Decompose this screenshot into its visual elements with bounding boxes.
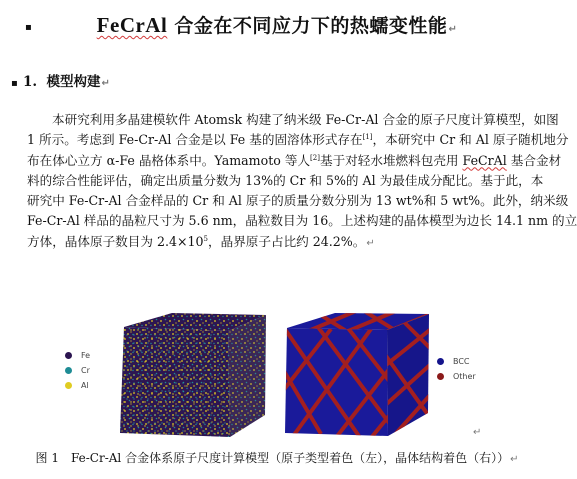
legend-item: BCC [437,354,476,369]
citation-ref: [1] [362,133,373,142]
caption-figure-label: 图 1 [35,451,59,465]
legend-swatch [65,382,72,389]
crystal-structure-legend [437,354,476,384]
document-title [0,11,554,38]
figure-caption [0,449,554,466]
paragraph-line: 研究中 Fe-Cr-Al 合金样品的 Cr 和 Al 原子的质量分数分别为 13 wt%和 5 wt%。此外，纳米级 [27,193,569,209]
paragraph-line: Fe-Cr-Al 样品的晶粒尺寸为 5.6 nm，晶粒数目为 16。上述构建的晶体模型为边长 14.1 nm 的立 [27,213,577,229]
section-number: 1. [23,74,38,90]
paragraph-line: 方体，晶体原子数目为 $2.4\times 10^5$，晶界原子占比约 24.2%。↵ [27,233,375,249]
legend-swatch [65,367,72,374]
legend-swatch [437,373,444,380]
atom-type-cube-image [114,309,269,439]
paragraph-line: 1 所示。考虑到 Fe-Cr-Al 合金是以 Fe 基的固溶体形式存在[1]，本研究中 Cr 和 Al 原子随机地分 [27,132,569,148]
paragraph-mark: ↵ [510,454,519,465]
section-heading [23,70,110,90]
title-latin: FeCrAl [96,13,168,37]
legend-swatch [65,352,72,359]
legend-swatch [437,358,444,365]
caption-text: Fe-Cr-Al 合金体系原子尺度计算模型（原子类型着色（左），晶体结构着色（右）） [70,451,510,465]
atom-type-legend [65,348,90,393]
crystal-structure-cube-image [281,309,431,439]
paragraph-line: 本研究利用多晶建模软件 Atomsk 构建了纳米级 Fe-Cr-Al 合金的原子尺度计算模型，如图 [52,112,559,127]
paragraph-mark: ↵ [366,237,375,249]
paragraph-mark: ↵ [448,24,458,35]
legend-item: Fe [65,348,90,363]
paragraph-line: 布在体心立方 α-Fe 晶格体系中。Yamamoto 等人[2]基于对轻水堆燃料包壳用 FeCrAl 基合金材 [27,152,562,168]
exponent: 5 [203,234,209,243]
list-bullet: ▪ [11,78,18,89]
paragraph-mark: ↵ [101,78,110,89]
body-paragraph [27,110,577,252]
section-title: 模型构建 [46,74,101,90]
paragraph-mark: ↵ [473,427,482,438]
legend-item: Cr [65,363,90,378]
list-bullet: ▪ [25,22,32,33]
paragraph-line: 料的综合性能评估，确定出质量分数为 13%的 Cr 和 5%的 Al 为最佳成分配比。基于此，本 [27,172,544,188]
spellcheck-word: FeCrAl [462,152,507,168]
legend-item: Other [437,369,476,384]
legend-item: Al [65,378,90,393]
title-text: 合金在不同应力下的热蠕变性能 [167,15,448,37]
figure-1 [0,300,554,440]
citation-ref: [2] [310,153,320,162]
